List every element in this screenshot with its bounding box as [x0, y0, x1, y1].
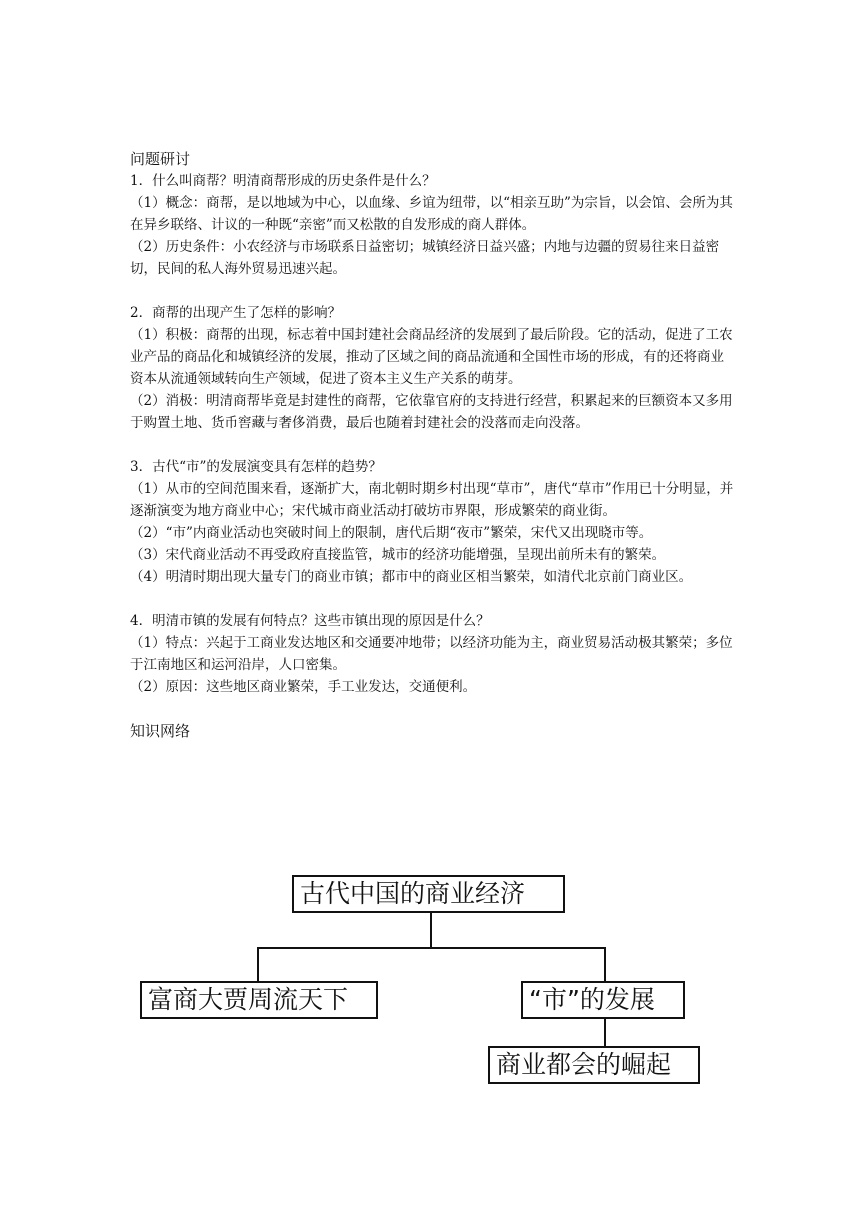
question-title: 4．明清市镇的发展有何特点？这些市镇出现的原因是什么？: [130, 613, 490, 629]
answer-paragraph: （4）明清时期出现大量专门的商业市镇；都市中的商业区相当繁荣，如清代北京前门商业区。: [130, 569, 693, 585]
document-body: [130, 148, 736, 742]
answer-paragraph: （1）特点：兴起于工商业发达地区和交通要冲地带；以经济功能为主，商业贸易活动极其繁荣；多位于江南地区和运河沿岸，人口密集。: [130, 635, 733, 673]
section-title-network: 知识网络: [130, 722, 191, 740]
answer-paragraph: （2）原因：这些地区商业繁荣，手工业发达，交通便利。: [130, 679, 477, 695]
question-3: [130, 456, 736, 588]
answer-paragraph: （3）宋代商业活动不再受政府直接监管，城市的经济功能增强，呈现出前所未有的繁荣。: [130, 547, 666, 563]
diagram-node-right: “市”的发展: [521, 981, 685, 1019]
answer-paragraph: （2）历史条件：小农经济与市场联系日益密切；城镇经济日益兴盛；内地与边疆的贸易往来日益密切，民间的私人海外贸易迅速兴起。: [130, 239, 720, 277]
diagram-connector: [257, 947, 259, 982]
diagram-node-root: 古代中国的商业经济: [292, 875, 565, 913]
diagram-connector: [257, 947, 606, 949]
answer-paragraph: （2）消极：明清商帮毕竟是封建性的商帮，它依靠官府的支持进行经营，积累起来的巨额资本又多用于购置土地、货币窖藏与奢侈消费，最后也随着封建社会的没落而走向没落。: [130, 393, 733, 431]
answer-paragraph: （1）积极：商帮的出现，标志着中国封建社会商品经济的发展到了最后阶段。它的活动，促进了工农业产品的商品化和城镇经济的发展，推动了区域之间的商品流通和全国性市场的形成，有的还将商业资本从流通领域转向生产领域，促进了资本主义生产关系的萌芽。: [130, 327, 733, 387]
diagram-connector: [604, 1019, 606, 1047]
answer-paragraph: （1）从市的空间范围来看，逐渐扩大，南北朝时期乡村出现“草市”，唐代“草市”作用已十分明显，并逐渐演变为地方商业中心；宋代城市商业活动打破坊市界限，形成繁荣的商业街。: [130, 481, 734, 519]
diagram-node-left: 富商大贾周流天下: [140, 981, 378, 1019]
answer-paragraph: （1）概念：商帮，是以地域为中心，以血缘、乡谊为纽带，以“相亲互助”为宗旨，以会馆、会所为其在异乡联络、计议的一种既“亲密”而又松散的自发形成的商人群体。: [130, 195, 733, 233]
question-title: 1．什么叫商帮？明清商帮形成的历史条件是什么？: [130, 173, 436, 189]
question-2: [130, 302, 736, 434]
question-4: [130, 610, 736, 698]
diagram-connector: [604, 947, 606, 982]
question-1: [130, 170, 736, 280]
question-title: 2．商帮的出现产生了怎样的影响？: [130, 305, 342, 321]
question-title: 3．古代“市”的发展演变具有怎样的趋势？: [130, 459, 382, 475]
diagram-connector: [430, 913, 432, 948]
section-title-research: 问题研讨: [130, 150, 191, 168]
diagram-node-bottom: 商业都会的崛起: [488, 1046, 700, 1084]
answer-paragraph: （2）“市”内商业活动也突破时间上的限制，唐代后期“夜市”繁荣，宋代又出现晓市等。: [130, 525, 653, 541]
